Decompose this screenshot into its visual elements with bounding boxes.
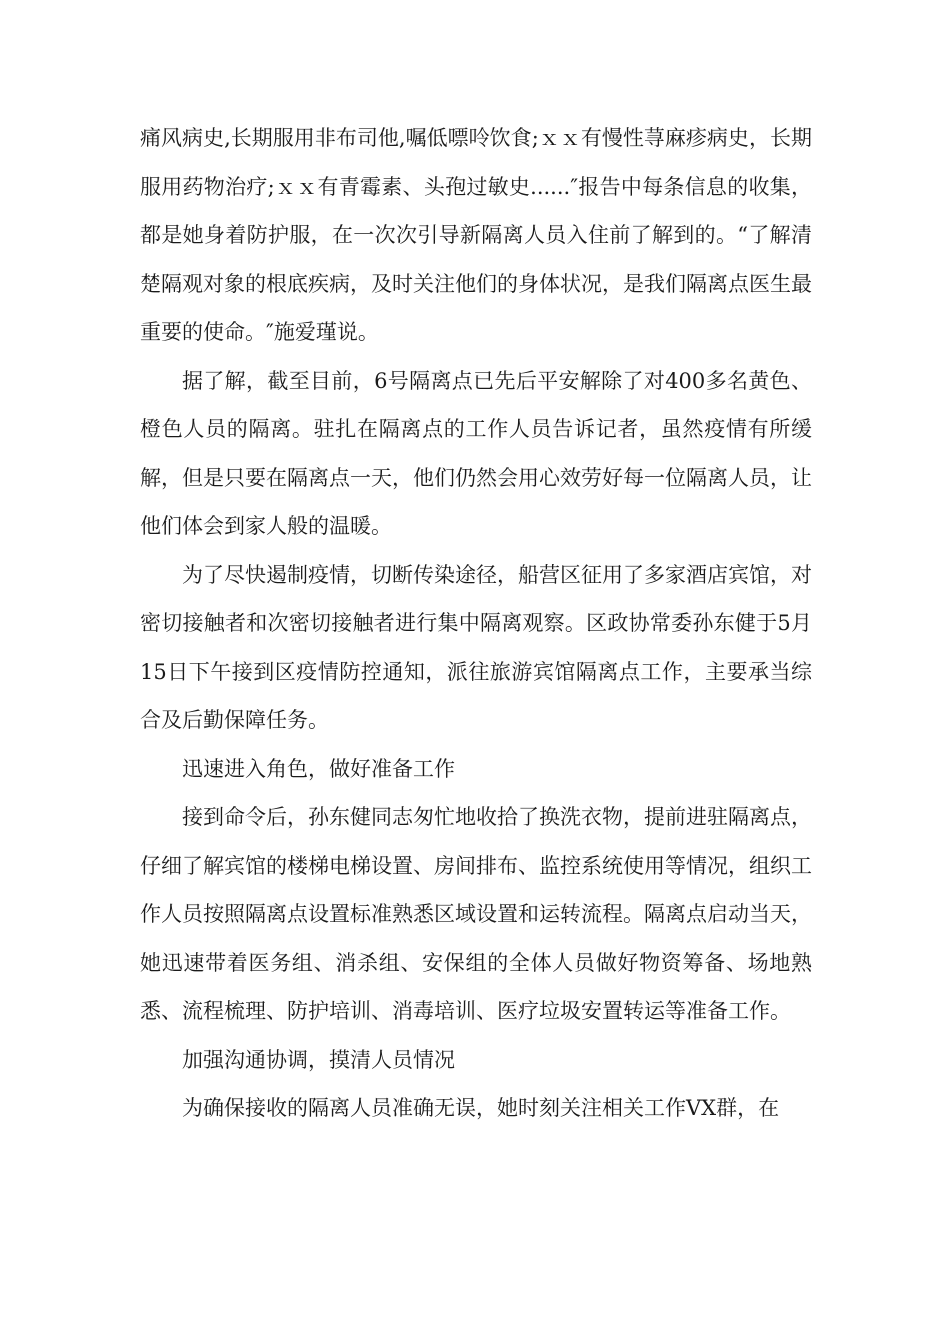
section-heading-coordination: 加强沟通协调，摸清人员情况 [182,1047,455,1072]
paragraph-preparation-work: 接到命令后，孙东健同志匆忙地收拾了换洗衣物，提前进驻隔离点，仔细了解宾馆的楼梯电梯设置、房间排布、监控系统使用等情况，组织工作人员按照隔离点设置标准熟悉区域设置和运转流程。隔离点启动当天，她迅速带着医务组、消杀组、安保组的全体人员做好物资筹备、场地熟悉、流程梳理、防护培训、消毒培训、医疗垃圾安置转运等准备工作。 [140,805,812,1023]
document-body [140,114,812,1133]
paragraph-quarantine-release: 据了解，截至目前，6号隔离点已先后平安解除了对400多名黄色、橙色人员的隔离。驻扎在隔离点的工作人员告诉记者，虽然疫情有所缓解，但是只要在隔离点一天，他们仍然会用心效劳好每一位隔离人员，让他们体会到家人般的温暖。 [140,368,812,538]
paragraph-hotel-requisition: 为了尽快遏制疫情，切断传染途径，船营区征用了多家酒店宾馆，对密切接触者和次密切接触者进行集中隔离观察。区政协常委孙东健于5月15日下午接到区疫情防控通知，派往旅游宾馆隔离点工作，主要承当综合及后勤保障任务。 [140,562,812,732]
paragraph-medical-history: 痛风病史,长期服用非布司他,嘱低嘌呤饮食;ｘｘ有慢性荨麻疹病史，长期服用药物治疗;ｘｘ有青霉素、头孢过敏史......″报告中每条信息的收集，都是她身着防护服，在一次次引导新隔离人员入住前了解到的。“了解清楚隔观对象的根底疾病，及时关注他们的身体状况，是我们隔离点医生最重要的使命。″施爱瑾说。 [140,126,812,344]
section-heading-preparation: 迅速进入角色，做好准备工作 [182,756,455,781]
paragraph-coordination-work: 为确保接收的隔离人员准确无误，她时刻关注相关工作VX群，在 [182,1096,780,1120]
